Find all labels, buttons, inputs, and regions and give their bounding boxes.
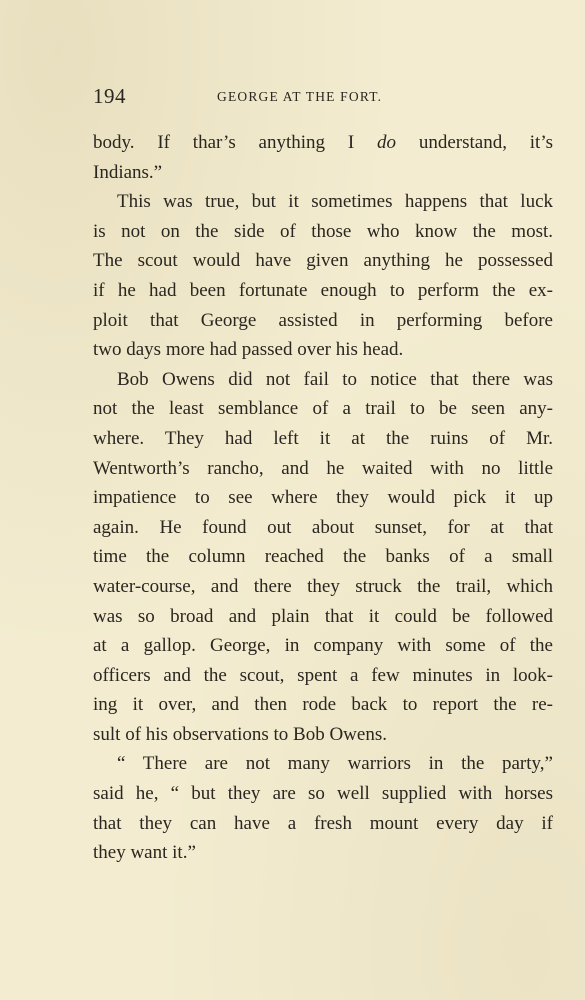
text-line-18: at a gallop. George, in company with some of the — [93, 635, 553, 657]
body-text — [93, 128, 553, 868]
text-line-14: again. He found out about sunset, for at that — [93, 516, 553, 538]
page-number: 194 — [93, 84, 126, 108]
paragraph-start-line: This was true, but it sometimes happens that luck — [117, 191, 553, 213]
text-line-13: impatience to see where they would pick it up — [93, 487, 553, 509]
text-line-2: Indians.” — [93, 161, 163, 183]
text-line-21: sult of his observations to Bob Owens. — [93, 723, 387, 745]
text-line-16: water-course, and there they struck the trail, which — [93, 575, 553, 597]
paragraph-start-line: “ There are not many warriors in the party,” — [117, 753, 553, 775]
paragraph-start-line: Bob Owens did not fail to notice that there was — [117, 368, 553, 390]
text-line-25: they want it.” — [93, 842, 196, 864]
running-head — [93, 84, 553, 108]
emphasized-word: do — [377, 132, 397, 153]
text-line-24: that they can have a fresh mount every day if — [93, 812, 553, 834]
text-line-15: time the column reached the banks of a small — [93, 546, 553, 568]
text-line-20: ing it over, and then rode back to report the re- — [93, 694, 553, 716]
text-line-23: said he, “ but they are so well supplied with horses — [93, 783, 553, 805]
text-line-10: not the least semblance of a trail to be seen any- — [93, 398, 553, 420]
text-line-19: officers and the scout, spent a few minutes in look- — [93, 664, 553, 686]
text-line-5: The scout would have given anything he possessed — [93, 250, 553, 272]
text-line-1-after: understand, it’s — [396, 132, 554, 153]
text-line-11: where. They had left it at the ruins of Mr. — [93, 427, 553, 449]
text-line-17: was so broad and plain that it could be followed — [93, 605, 553, 627]
text-line-7: ploit that George assisted in performing before — [93, 309, 553, 331]
text-line-1-before: body. If thar’s anything I — [93, 132, 378, 153]
running-title: GEORGE AT THE FORT. — [217, 89, 383, 104]
text-line-8: two days more had passed over his head. — [93, 339, 404, 361]
text-line-1 — [93, 128, 553, 158]
text-line-6: if he had been fortunate enough to perform the ex- — [93, 279, 553, 301]
text-line-4: is not on the side of those who know the most. — [93, 220, 553, 242]
text-line-12: Wentworth’s rancho, and he waited with no little — [93, 457, 553, 479]
